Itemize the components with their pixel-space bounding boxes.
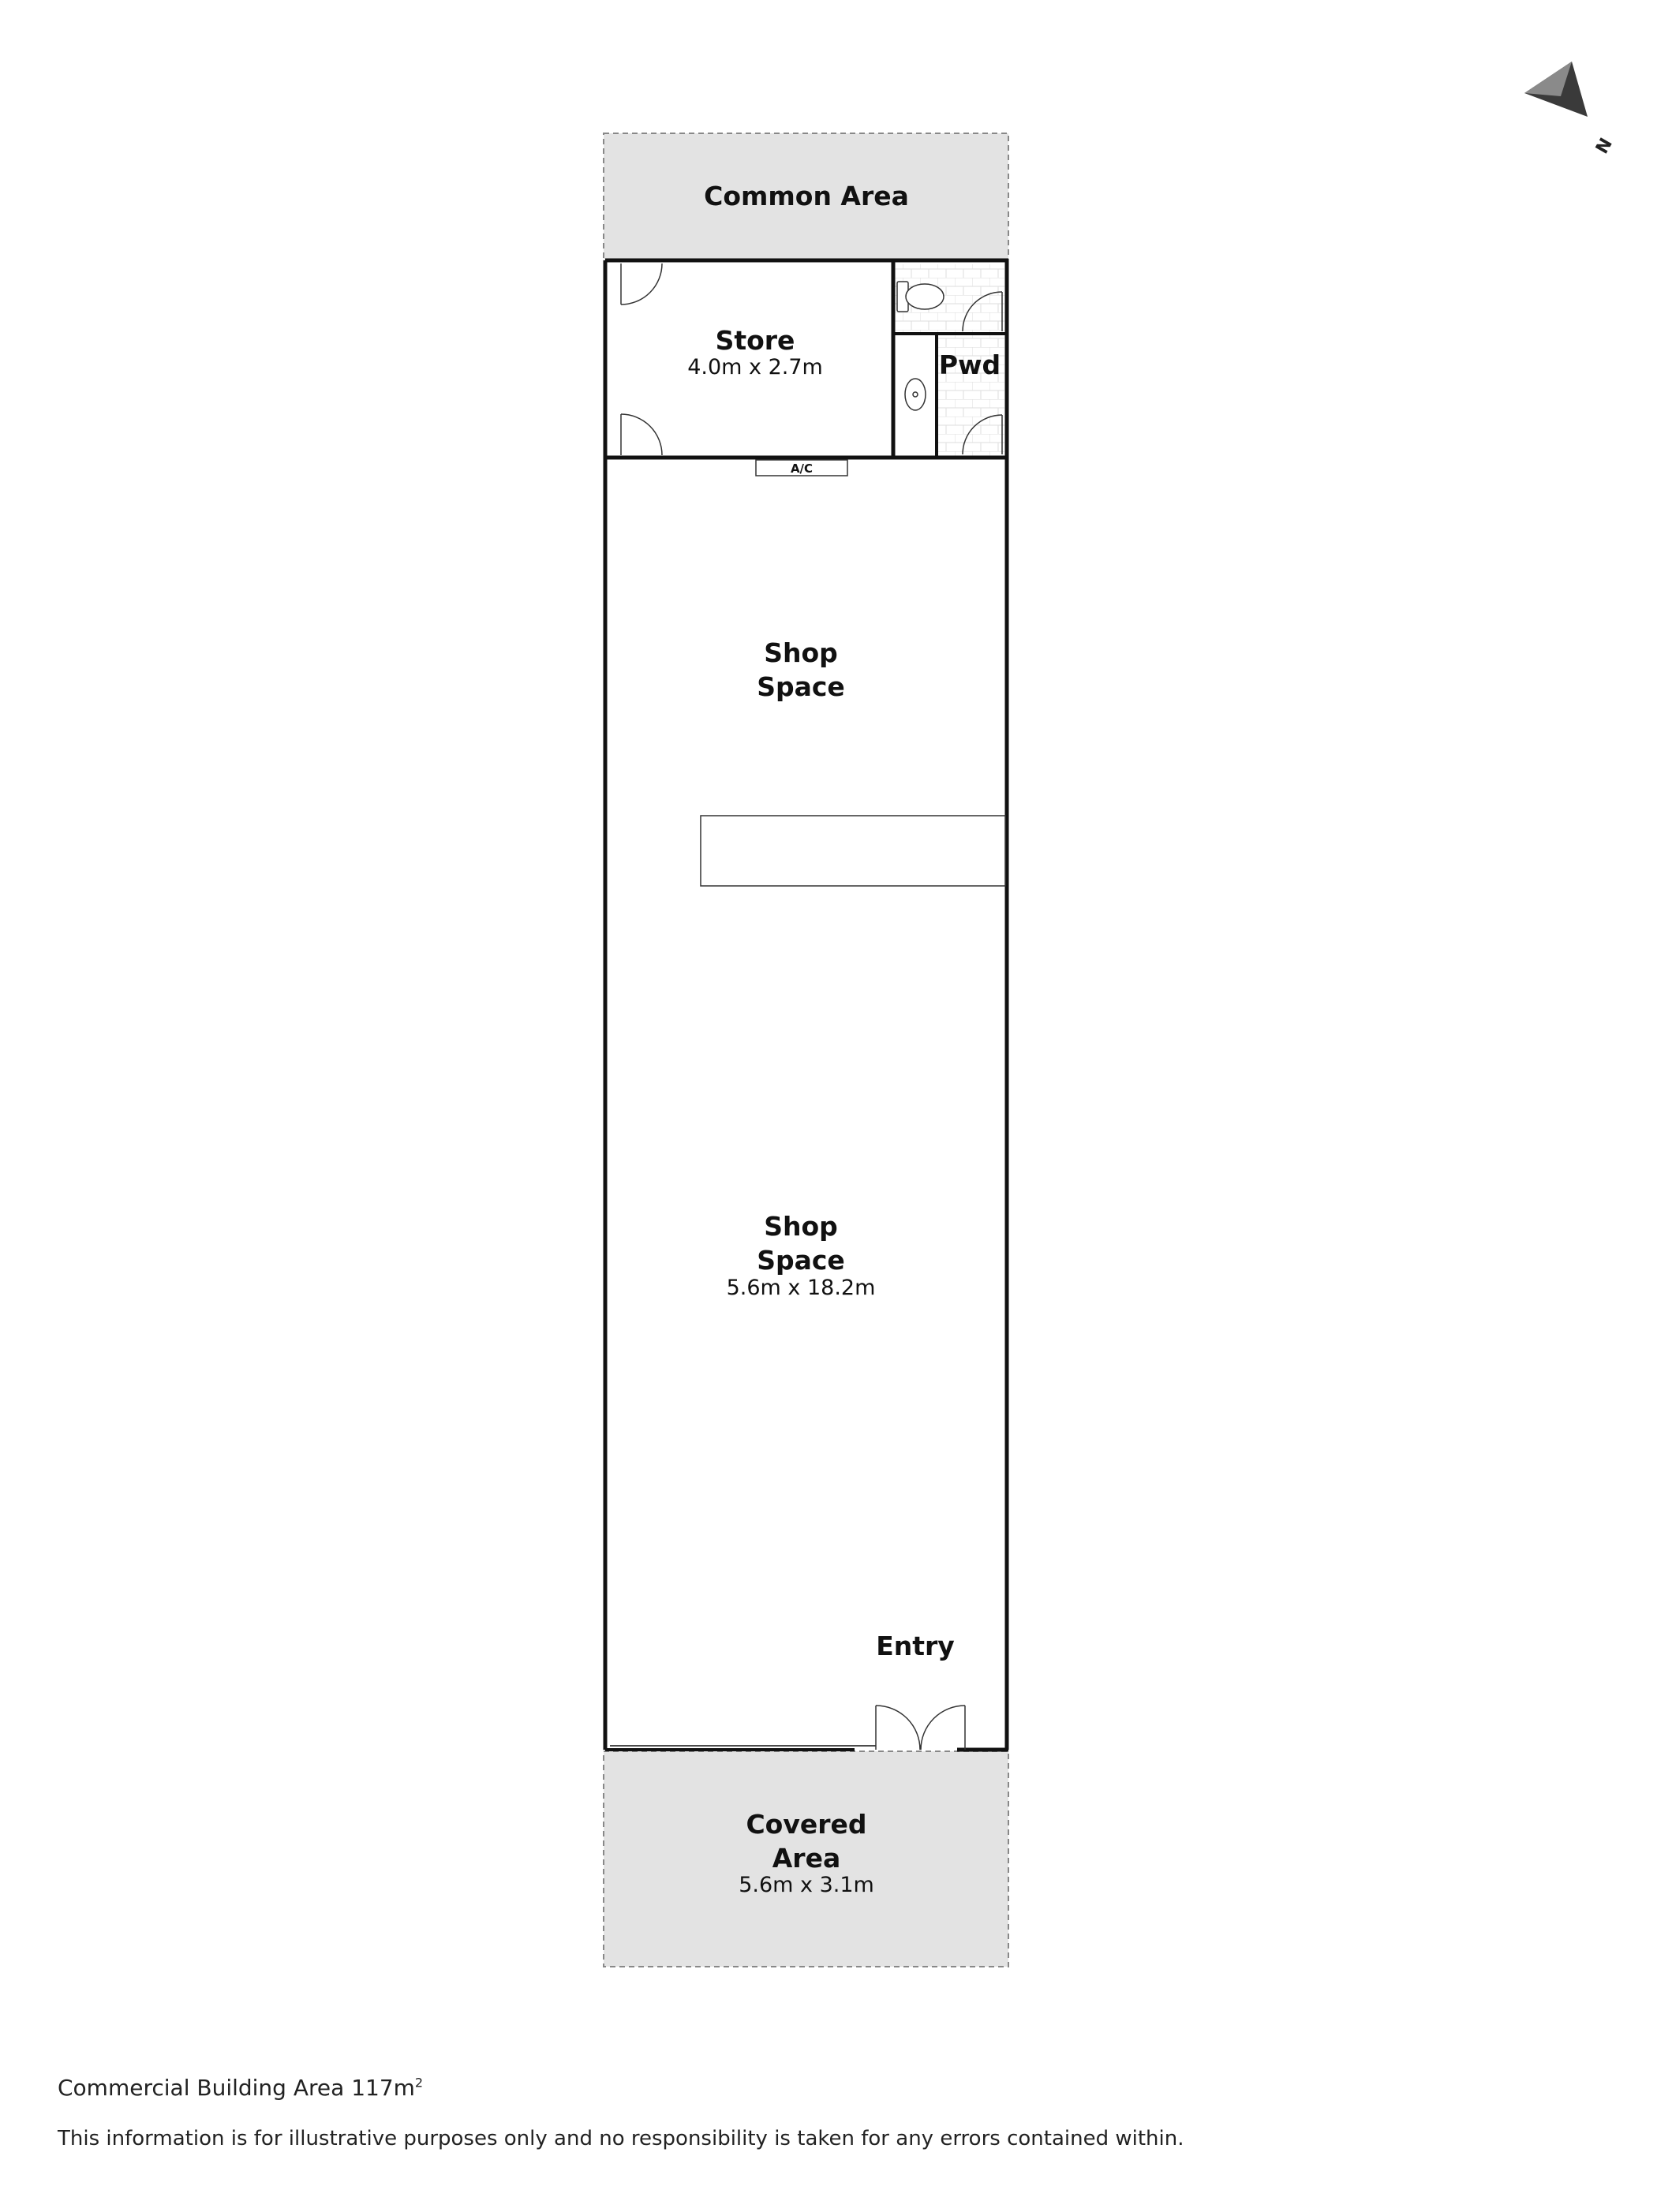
north-letter: N [1592, 135, 1617, 158]
north-arrow-icon [1524, 62, 1617, 157]
shop-upper-label-line1: Shop [764, 637, 838, 668]
entry-label: Entry [876, 1631, 955, 1661]
pwd-label: Pwd [938, 349, 1001, 380]
store-label: Store [715, 325, 795, 356]
store-dims: 4.0m x 2.7m [687, 355, 823, 379]
building-area-text: Commercial Building Area 117m [58, 2075, 415, 2101]
shop-main-dims: 5.6m x 18.2m [726, 1276, 876, 1300]
disclaimer-text: This information is for illustrative purposes only and no responsibility is taken for any errors contained within. [58, 2127, 1184, 2150]
shop-main-label-line1: Shop [764, 1211, 838, 1242]
shop-main-label-line2: Space [757, 1245, 845, 1276]
ac-label: A/C [790, 461, 814, 476]
entry-double-door [876, 1706, 965, 1750]
area-unit-superscript: 2 [414, 2075, 424, 2091]
basin-icon [905, 379, 926, 410]
covered-area-label-line1: Covered [746, 1809, 867, 1840]
counter [701, 816, 1005, 886]
shop-upper-label-line2: Space [757, 671, 845, 702]
covered-area-label-line2: Area [772, 1843, 841, 1874]
building-walls [605, 260, 1008, 1750]
building-area-caption [58, 2075, 423, 2101]
store-door-top [621, 263, 662, 305]
covered-area-dims: 5.6m x 3.1m [739, 1873, 874, 1897]
store-door-bottom [621, 414, 662, 455]
common-area-label: Common Area [704, 181, 909, 211]
